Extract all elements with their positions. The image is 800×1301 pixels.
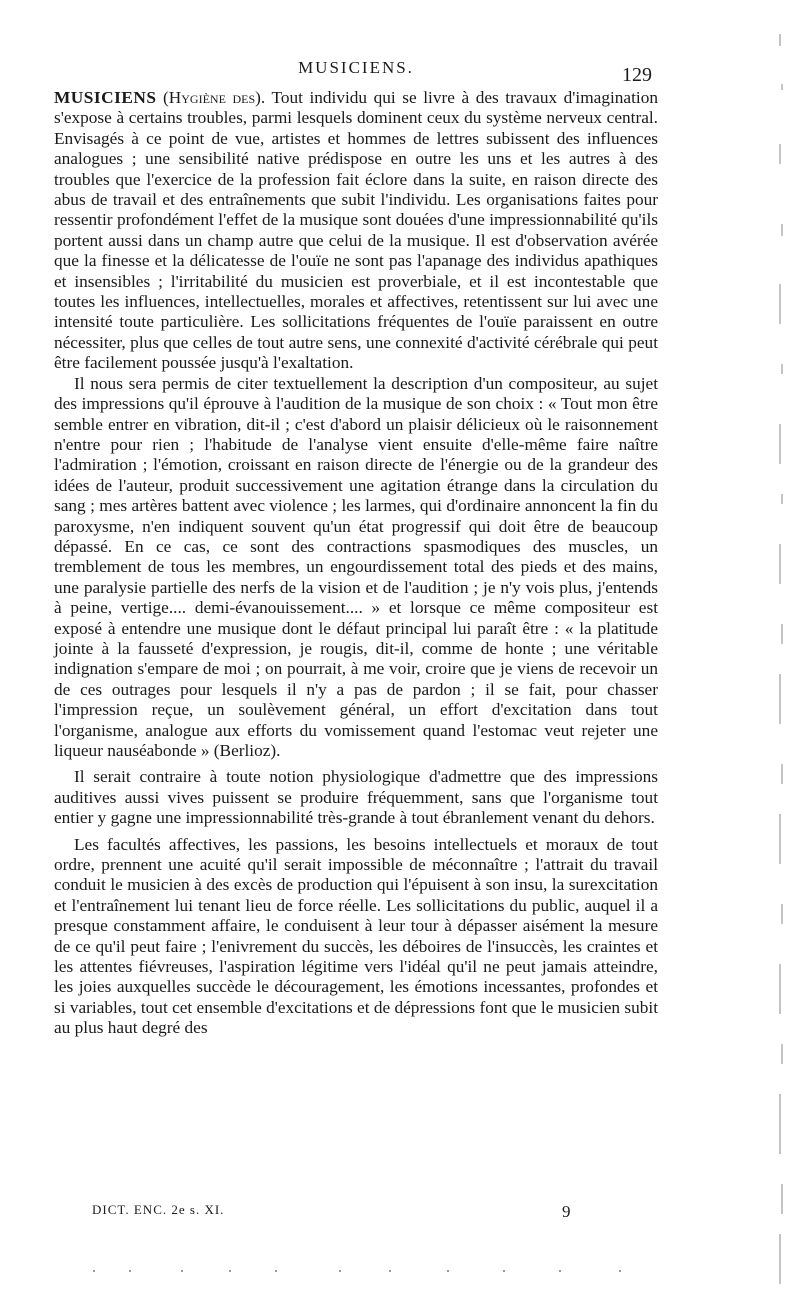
article-body (54, 88, 658, 1039)
article-subheading: (Hygiène des). (163, 88, 266, 107)
paragraph-faculties: Les facultés affectives, les passions, les besoins intellectuels et moraux de tout ordre, prennent une acuité qu'il serait impossible de méconnaître ; l'attrait du travail conduit le musicien à des excès de production qui l'épuisent à son insu, la surexcitation et l'entraînement lui tenant lieu de force réelle. Les sollicitations du public, auquel il a presque constamment affaire, le conduisent à leur tour à dépasser aisément la mesure de ce qu'il peut faire ; l'enivrement du succès, les déboires de l'insuccès, les craintes et les attentes fiévreuses, l'aspiration légitime vers l'idéal qu'il ne peut jamais atteindre, les joies auxquelles succède le découragement, les émotions incessantes, profondes et si variables, tout cet ensemble d'excitations et de dépressions font que le musicien subit au plus haut degré des (54, 834, 658, 1038)
page-number: 129 (622, 64, 652, 86)
page-footer (54, 1202, 658, 1232)
intro-text: Tout individu qui se livre à des travaux d'imagination s'expose à certains troubles, parmi lesquels dominent ceux du système nerveux central. Envisagés à ce point de vue, artistes et hommes de lettres subissent des influences analogues ; une sensibilité native prédispose en outre les uns et les autres à des troubles que l'exercice de la profession fait éclore dans la suite, en raison directe des abus de travail et des entraînements que subit l'individu. Les organisations faites pour ressentir profondément l'effet de la musique sont douées d'une impressionnabilité qu'ils portent aussi dans un champ autre que celui de la musique. Il est d'observation avérée que la finesse et la délicatesse de l'ouïe ne sont pas l'apanage des individus apathiques et insensibles ; l'irritabilité du musicien est proverbiale, et il est incontestable que toutes les influences, intellectuelles, morales et affectives, retentissent sur lui avec une intensité toute particulière. Les sollicitations fréquentes de l'ouïe paraissent en outre nécessiter, plus que celles de tout autre sens, une connexité d'activité cérébrale qui peut être facilement poussée jusqu'à l'exaltation. (54, 88, 658, 373)
running-title: MUSICIENS. (298, 58, 414, 77)
intro-paragraph (54, 88, 658, 374)
paragraph-physiology: Il serait contraire à toute notion physiologique d'admettre que des impressions auditives aussi vives puissent se produire fréquemment, sans que l'organisme tout entier y gagne une impressionnabilité très-grande à tout ébranlement venant du dehors. (54, 767, 658, 828)
running-head (54, 54, 658, 88)
scan-bottom-specks (90, 1268, 630, 1274)
paragraph-quote-berlioz: Il nous sera permis de citer textuellement la description d'un compositeur, au sujet des impressions qu'il éprouve à l'audition de la musique de son choix : « Tout mon être semble entrer en vibration, dit-il ; c'est d'abord un plaisir délicieux où le raisonnement n'entre pour rien ; l'habitude de l'analyse vient ensuite d'elle-même faire naître l'admiration ; l'émotion, croissant en raison directe de l'énergie ou de la grandeur des idées de l'auteur, produit successivement une agitation étrange dans la circulation du sang ; mes artères battent avec violence ; les larmes, qui d'ordinaire annoncent la fin du paroxysme, n'en indiquent souvent qu'un état progressif qui doit être de beaucoup dépassé. En ce cas, ce sont des contractions spasmodiques des muscles, un tremblement de tous les membres, un engourdissement total des pieds et des mains, une paralysie partielle des nerfs de la vision et de l'audition ; je n'y vois plus, j'entends à peine, vertige.... demi-évanouissement.... » et lorsque ce même compositeur est exposé à entendre une musique dont le défaut principal lui paraît être : « la platitude jointe à la fausseté d'expression, je rougis, dit-il, comme de honte ; une véritable indignation s'empare de moi ; on pourrait, à me voir, croire que je viens de recevoir un de ces outrages pour lesquels il n'y a pas de pardon ; il se fait, pour chasser l'impression reçue, un soulèvement général, un effort d'excitation dans tout l'organisme, analogue aux efforts du vomissement quand l'estomac veut rejeter une liqueur nauséabonde » (Berlioz). (54, 373, 658, 760)
printer-signature: DICT. ENC. 2e s. XI. (92, 1202, 225, 1217)
signature-number: 9 (562, 1202, 571, 1221)
scan-edge-marks (770, 24, 790, 1294)
article-headword: MUSICIENS (54, 88, 157, 107)
document-page (54, 54, 658, 1284)
